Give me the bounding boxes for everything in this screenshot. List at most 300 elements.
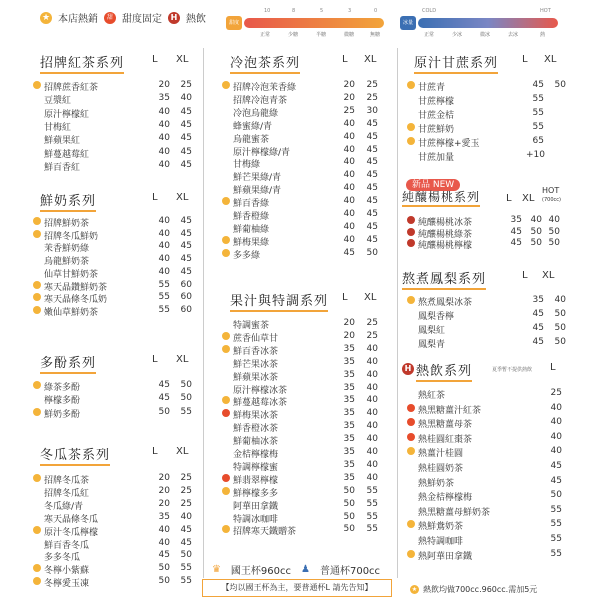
menu-item — [233, 222, 386, 233]
item-name: 甘梅綠 — [233, 160, 261, 171]
price-xl: 45 — [180, 133, 192, 144]
menu-item — [44, 280, 196, 291]
item-name: 熱金桔檸檬梅 — [418, 493, 473, 504]
price-l: 55 — [532, 108, 544, 118]
col-xl: XL — [176, 354, 189, 365]
hot-header — [402, 360, 564, 380]
item-name: 甘蔗鮮奶 — [418, 125, 455, 135]
hot-icon — [407, 228, 415, 236]
price-xl: 45 — [366, 196, 378, 207]
item-name: 金桔檸檬梅 — [233, 450, 279, 460]
price-l: 20 — [158, 80, 170, 90]
price-l: 55 — [550, 534, 562, 544]
item-name: 仙草甘鮮奶茶 — [44, 269, 99, 280]
bestseller-icon — [407, 137, 415, 145]
col-l: L — [152, 354, 158, 365]
price-l: 25 — [343, 105, 355, 116]
price-l: 50 — [158, 576, 170, 587]
sweetness-bar — [244, 18, 384, 28]
menu-item — [44, 407, 196, 418]
price-xl: 40 — [366, 343, 378, 354]
item-name: 純釀楊桃綠茶 — [418, 229, 473, 240]
menu-item — [418, 309, 564, 320]
col-xl: XL — [542, 270, 555, 281]
pineapple-header — [402, 268, 564, 288]
section-title: 熱飲系列 — [416, 364, 472, 382]
col-l: L — [550, 362, 556, 373]
starfruit-header — [402, 188, 572, 210]
menu-item — [418, 227, 568, 238]
price-l: 55 — [532, 94, 544, 104]
menu-item — [233, 473, 386, 484]
price-xl: 45 — [366, 183, 378, 194]
bestseller-icon — [222, 487, 230, 495]
item-name: 冬檸愛玉凍 — [44, 579, 90, 590]
price-xl: 50 — [366, 247, 378, 258]
menu-item — [233, 344, 386, 355]
section-title: 果汁與特調系列 — [230, 294, 328, 312]
ice-name: 正常 — [424, 32, 435, 38]
item-name: 招牌冷泡茉香綠 — [233, 83, 297, 93]
bestseller-icon — [33, 474, 41, 482]
price-l: 45 — [550, 461, 562, 471]
price-xl: 50 — [530, 226, 542, 237]
menu-item — [418, 461, 564, 472]
price-l: 55 — [550, 548, 562, 559]
section-title: 原汁甘蔗系列 — [414, 56, 498, 74]
item-name: 特調檸檬蜜 — [233, 462, 279, 473]
col-l: L — [342, 292, 348, 303]
column-divider — [397, 48, 398, 578]
item-name: 寒天晶條冬瓜奶 — [44, 295, 108, 306]
bestseller-icon — [222, 81, 230, 89]
price-l: 40 — [550, 431, 562, 442]
item-name: 冬瓜綠/青 — [44, 501, 84, 512]
price-l: 50 — [550, 490, 562, 501]
item-name: 鮮奶多酚 — [44, 409, 81, 420]
menu-item — [44, 267, 196, 278]
menu-item — [233, 170, 386, 184]
price-l: 35 — [343, 434, 355, 445]
price-xl: 50 — [554, 80, 566, 90]
item-name: 鮮梅果綠 — [233, 237, 270, 248]
price-xl: 50 — [180, 550, 192, 561]
price-l: 35 — [158, 93, 170, 104]
menu-item — [44, 241, 196, 255]
bestseller-icon — [407, 123, 415, 131]
price-l: 40 — [343, 118, 355, 129]
price-xl: 45 — [366, 234, 378, 245]
price-l: 40 — [158, 106, 170, 117]
price-l: 45 — [550, 475, 562, 486]
menu-item — [233, 524, 386, 538]
price-l: 40 — [158, 254, 170, 265]
item-name: 鮮香橙綠 — [233, 212, 270, 222]
item-name: 多多綠 — [233, 250, 261, 261]
menu-item — [44, 93, 196, 107]
price-l: 35 — [532, 295, 544, 305]
menu-item — [233, 106, 386, 117]
price-xl: 45 — [180, 241, 192, 252]
yakult-header — [40, 352, 196, 372]
item-name: 鮮檸檬多多 — [233, 488, 279, 499]
price-l: 20 — [158, 473, 170, 483]
bestseller-icon — [33, 564, 41, 572]
menu-item — [418, 295, 564, 306]
price-hot: 40 — [548, 215, 560, 225]
menu-item — [233, 93, 386, 104]
price-l: 40 — [550, 402, 562, 413]
menu-item — [233, 119, 386, 130]
item-name: 鳳梨香檸 — [418, 312, 455, 322]
cup-icon: ♟ — [301, 563, 310, 575]
menu-item — [418, 108, 564, 119]
price-l: 40 — [343, 234, 355, 245]
price-xl: 45 — [180, 146, 192, 157]
item-name: 熱黑糖薑母茶 — [418, 420, 473, 431]
item-name: 鮮百香冬瓜 — [44, 540, 90, 551]
menu-item — [233, 447, 386, 458]
menu-item — [418, 150, 564, 161]
price-l: 35 — [343, 343, 355, 354]
price-l: 45 — [532, 323, 544, 333]
item-name: 甘蔗青 — [418, 83, 446, 93]
sweetness-tag: 甜度 — [226, 16, 242, 30]
item-name: 鮮香橙冰茶 — [233, 424, 279, 435]
price-xl: 45 — [180, 106, 192, 117]
bestseller-icon — [222, 525, 230, 533]
item-name: 原汁檸檬紅 — [44, 109, 90, 120]
bestseller-icon — [33, 281, 41, 289]
item-name: 熱薑汁桂圓 — [418, 449, 464, 460]
legend-sweet-fixed: 甜度固定 — [122, 14, 162, 25]
item-name: 冷泡烏龍綠 — [233, 108, 279, 119]
item-name: 寒天晶條冬瓜 — [44, 514, 99, 525]
price-l: 55 — [158, 279, 170, 290]
hot-footer-text: 熱飲均做700cc.960cc.需加5元 — [423, 585, 538, 594]
price-hot: 50 — [548, 238, 560, 248]
menu-item — [44, 216, 196, 227]
menu-item — [44, 486, 196, 497]
ice-name: 去冰 — [508, 32, 519, 38]
menu-item — [233, 383, 386, 394]
big-cup: 國王杯960cc — [230, 565, 291, 577]
item-name: 招牌冬瓜紅 — [44, 488, 90, 499]
price-xl: 25 — [180, 473, 192, 483]
item-name: 特調冰咖啡 — [233, 514, 279, 525]
price-l: 40 — [158, 266, 170, 277]
bestseller-icon — [407, 520, 415, 528]
item-name: 熱黑糖薑汁紅茶 — [418, 405, 482, 416]
item-name: 熱鮮奶茶 — [418, 478, 455, 489]
price-l: 45 — [532, 309, 544, 319]
item-name: 熱桂圓奶茶 — [418, 464, 464, 474]
ice-tag: 冰量 — [400, 16, 416, 30]
item-name: 熱特調咖啡 — [418, 537, 464, 547]
price-l: 35 — [343, 369, 355, 380]
item-name: 鮮芒果冰茶 — [233, 359, 279, 370]
item-name: 熱鮮鴦奶茶 — [418, 522, 464, 533]
item-name: 烏龍蜜茶 — [233, 134, 270, 145]
col-xl: XL — [176, 192, 189, 203]
price-l: 20 — [158, 498, 170, 509]
item-name: 招牌冷泡青茶 — [233, 95, 288, 106]
price-l: 40 — [158, 241, 170, 252]
menu-item — [44, 133, 196, 147]
menu-item — [233, 512, 386, 523]
sweet-fixed-icon: 甜 — [104, 12, 116, 24]
price-xl: 40 — [366, 447, 378, 457]
price-xl: 45 — [366, 221, 378, 232]
ice-name: 熱 — [540, 32, 546, 38]
price-xl: 45 — [366, 118, 378, 129]
menu-item — [44, 576, 196, 590]
menu-item — [44, 499, 196, 510]
menu-item — [418, 94, 564, 105]
price-l: +10 — [526, 150, 545, 160]
item-name: 甘蔗加量 — [418, 153, 455, 163]
menu-item — [418, 417, 564, 431]
bestseller-icon — [33, 381, 41, 389]
price-l: 50 — [158, 563, 170, 574]
hot-icon — [407, 216, 415, 224]
menu-item — [44, 473, 196, 484]
col-l: L — [152, 54, 158, 65]
price-xl: 55 — [366, 498, 378, 509]
price-xl: 40 — [366, 382, 378, 393]
bestseller-icon — [222, 236, 230, 244]
cold-label: COLD — [422, 8, 437, 14]
sweet-name: 微糖 — [344, 32, 355, 38]
section-title: 純釀楊桃系列 — [402, 190, 480, 207]
price-l: 45 — [510, 226, 522, 237]
winter-melon-header — [40, 444, 196, 464]
item-name: 招牌冬瓜鮮奶 — [44, 231, 99, 242]
price-l: 35 — [343, 356, 355, 367]
col-xl: XL — [522, 193, 535, 204]
item-name: 甘蔗金桔 — [418, 111, 455, 121]
price-l: 45 — [532, 337, 544, 347]
item-name: 招牌鮮奶茶 — [44, 219, 90, 229]
item-name: 鮮百香綠 — [233, 199, 270, 210]
item-name: 純釀楊桃冰茶 — [418, 218, 473, 228]
price-xl: 45 — [366, 209, 378, 219]
menu-item — [418, 238, 568, 249]
price-xl: 40 — [366, 356, 378, 367]
menu-item — [44, 147, 196, 158]
col-xl: XL — [176, 446, 189, 457]
menu-item — [233, 408, 386, 422]
sweet-fixed-icon — [407, 433, 415, 441]
menu-item — [418, 446, 564, 460]
price-l: 40 — [158, 159, 170, 170]
menu-item — [233, 196, 386, 210]
item-name: 茉香鮮奶綠 — [44, 244, 90, 255]
price-l: 40 — [343, 144, 355, 155]
price-xl: 50 — [180, 380, 192, 390]
brand-tea-header — [40, 52, 196, 72]
price-l: 40 — [343, 196, 355, 207]
item-name: 鮮蘋果冰茶 — [233, 372, 279, 383]
fresh-milk-header — [40, 190, 196, 210]
menu-item — [233, 421, 386, 435]
section-title: 招牌紅茶系列 — [40, 56, 124, 74]
menu-item — [418, 337, 564, 348]
menu-item — [418, 519, 564, 533]
price-xl: 40 — [366, 395, 378, 406]
bestseller-icon — [33, 230, 41, 238]
price-xl: 45 — [366, 170, 378, 181]
bestseller-icon — [222, 249, 230, 257]
price-l: 40 — [158, 216, 170, 226]
menu-item — [418, 323, 564, 334]
menu-item — [233, 235, 386, 246]
price-xl: 40 — [366, 459, 378, 470]
item-name: 甘蔗檸檬+愛玉 — [418, 139, 480, 149]
menu-item — [44, 393, 196, 407]
item-name: 蜂蜜綠/青 — [233, 121, 273, 132]
price-xl: 50 — [180, 393, 192, 404]
hot-icon — [407, 239, 415, 247]
menu-item — [418, 215, 568, 226]
price-l: 40 — [158, 228, 170, 239]
price-xl: 55 — [180, 406, 192, 417]
menu-item — [418, 549, 564, 560]
menu-item — [418, 388, 564, 399]
menu-item — [418, 476, 564, 487]
price-xl: 50 — [554, 309, 566, 319]
hot-icon: H — [168, 12, 180, 24]
bestseller-icon — [222, 345, 230, 353]
ice-name: 少冰 — [452, 32, 463, 38]
normal-cup: 普通杯700cc — [319, 565, 381, 577]
star-icon: ★ — [411, 586, 418, 593]
item-name: 甘蔗檸檬 — [418, 97, 455, 107]
price-l: 50 — [343, 511, 355, 522]
price-l: 55 — [158, 304, 170, 315]
price-l: 40 — [343, 221, 355, 232]
price-l: 40 — [158, 524, 170, 535]
price-l: 25 — [550, 388, 562, 398]
price-xl: 60 — [180, 292, 192, 303]
price-xl: 45 — [180, 266, 192, 277]
section-title: 冷泡茶系列 — [230, 56, 300, 74]
ice-scale — [400, 8, 560, 38]
price-xl: 45 — [180, 524, 192, 535]
price-xl: 55 — [180, 563, 192, 574]
star-icon: ★ — [41, 12, 51, 23]
item-name: 招牌寒天鐵贈茶 — [233, 527, 297, 538]
hot-footer — [410, 584, 537, 595]
bestseller-icon — [33, 577, 41, 585]
price-xl: 55 — [180, 576, 192, 587]
sweet-name: 正常 — [260, 32, 271, 38]
price-xl: 45 — [366, 131, 378, 142]
bestseller-icon — [407, 296, 415, 304]
price-xl: 50 — [554, 323, 566, 333]
menu-item — [44, 525, 196, 536]
price-xl: 25 — [366, 318, 378, 328]
price-l: 40 — [343, 131, 355, 142]
price-xl: 25 — [180, 485, 192, 496]
sweetness-scale — [226, 8, 386, 38]
sweet-tick: 5 — [320, 8, 324, 14]
menu-item — [233, 499, 386, 510]
menu-item — [418, 403, 564, 414]
item-name: 純釀楊桃檸檬 — [418, 241, 473, 251]
hot-icon: H — [402, 363, 414, 375]
price-l: 45 — [158, 550, 170, 561]
item-name: 綠茶多酚 — [44, 383, 81, 393]
bestseller-icon — [222, 332, 230, 340]
bestseller-icon — [33, 217, 41, 225]
price-l: 40 — [158, 119, 170, 130]
col-xl: XL — [364, 292, 377, 303]
price-l: 40 — [550, 446, 562, 457]
price-xl: 40 — [366, 434, 378, 445]
section-title: 冬瓜茶系列 — [40, 448, 110, 466]
price-l: 45 — [510, 238, 522, 248]
price-l: 55 — [532, 122, 544, 132]
item-name: 鮮葡柚冰茶 — [233, 437, 279, 448]
price-l: 40 — [158, 146, 170, 157]
menu-item — [233, 395, 386, 409]
menu-item — [44, 160, 196, 171]
price-l: 45 — [343, 247, 355, 258]
price-l: 50 — [343, 485, 355, 496]
hot-note: 夏季暫不提供熱飲 — [492, 367, 533, 373]
item-name: 鮮蔓越莓冰茶 — [233, 398, 288, 409]
item-name: 甘梅紅 — [44, 122, 72, 133]
price-l: 35 — [343, 472, 355, 483]
menu-item — [418, 534, 564, 545]
price-xl: 30 — [366, 105, 378, 116]
menu-item — [418, 432, 564, 443]
price-xl: 25 — [180, 80, 192, 90]
price-xl: 40 — [366, 472, 378, 483]
price-xl: 25 — [180, 498, 192, 509]
item-name: 鳳梨紅 — [418, 326, 446, 336]
menu-item — [44, 254, 196, 268]
price-l: 20 — [343, 80, 355, 90]
menu-item — [233, 434, 386, 448]
menu-item — [233, 357, 386, 368]
item-name: 多多冬瓜 — [44, 553, 81, 564]
menu-item — [233, 331, 386, 342]
item-name: 鳳梨青 — [418, 340, 446, 350]
sweet-tick: 3 — [348, 8, 352, 14]
menu-item — [44, 292, 196, 306]
price-xl: 55 — [366, 485, 378, 496]
sweet-tick: 10 — [264, 8, 271, 14]
price-xl: 25 — [366, 330, 378, 341]
item-name: 原汁檸檬綠/青 — [233, 147, 291, 158]
menu-item — [44, 538, 196, 549]
price-l: 40 — [343, 209, 355, 219]
ice-bar — [418, 18, 558, 28]
cup-note: 【均以國王杯為主，要普通杯L 請先告知】 — [202, 579, 392, 597]
item-name: 熱阿華田拿鐵 — [418, 551, 473, 562]
menu-item — [44, 120, 196, 131]
col-xl: XL — [544, 54, 557, 65]
price-l: 20 — [343, 92, 355, 103]
price-l: 50 — [343, 498, 355, 509]
ice-name: 微冰 — [480, 32, 491, 38]
menu-item — [233, 370, 386, 381]
price-xl: 25 — [366, 92, 378, 103]
price-xl: 40 — [554, 295, 566, 305]
price-l: 50 — [158, 406, 170, 417]
